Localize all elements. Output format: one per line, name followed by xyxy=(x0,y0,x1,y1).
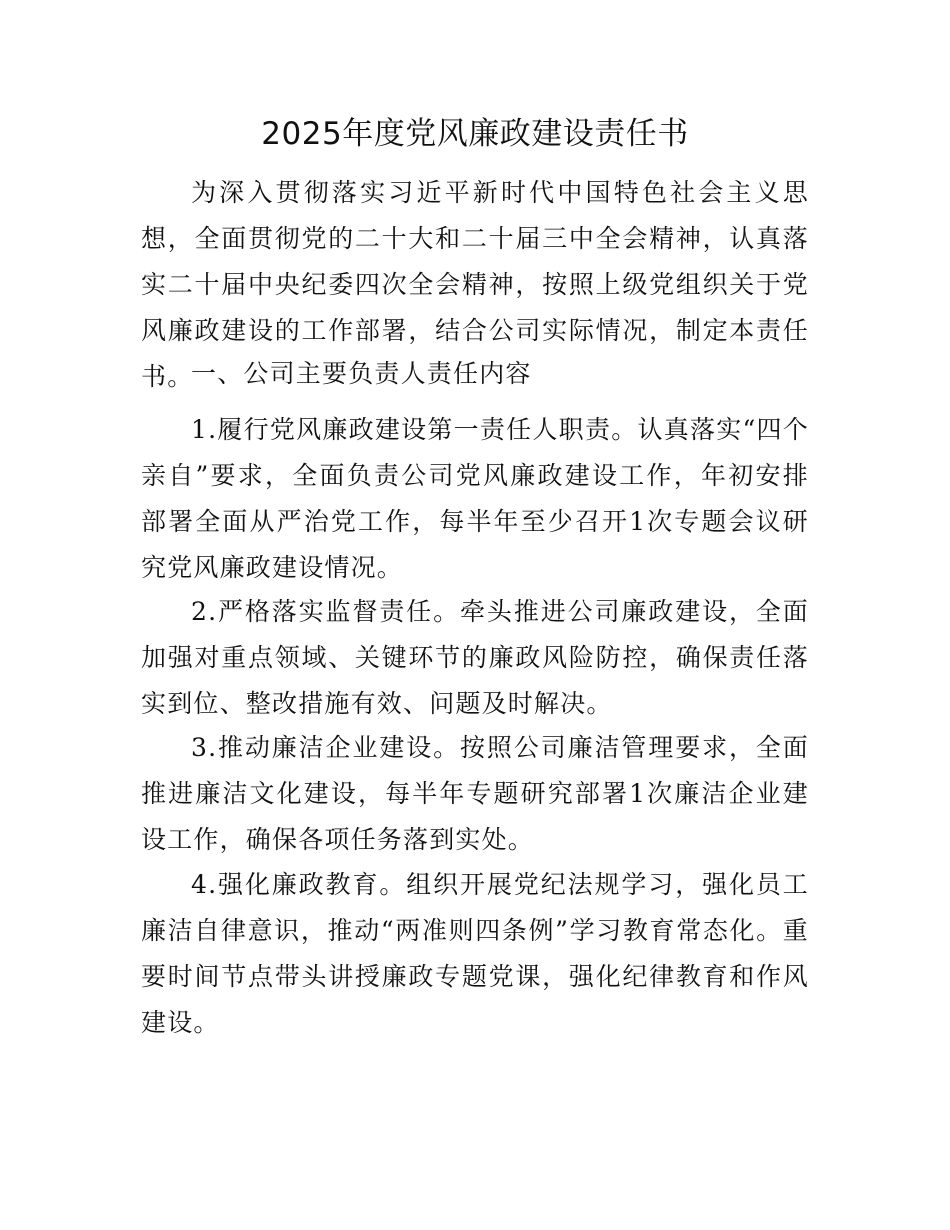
document-title: 2025年度党风廉政建设责任书 xyxy=(261,116,689,152)
intro-paragraph: 为深入贯彻落实习近平新时代中国特色社会主义思想，全面贯彻党的二十大和二十届三中全会精神，认真落实二十届中央纪委四次全会精神，按照上级党组织关于党风廉政建设的工作部署，结合公司实际情况，制定本责任书。 xyxy=(141,178,809,391)
responsibility-item-3: 3.推动廉洁企业建设。按照公司廉洁管理要求，全面推进廉洁文化建设，每半年专题研究部署1次廉洁企业建设工作，确保各项任务落到实处。 xyxy=(141,733,809,854)
responsibility-item-2: 2.严格落实监督责任。牵头推进公司廉政建设，全面加强对重点领域、关键环节的廉政风险防控，确保责任落实到位、整改措施有效、问题及时解决。 xyxy=(141,597,809,718)
responsibility-item-1: 1.履行党风廉政建设第一责任人职责。认真落实“四个亲自”要求，全面负责公司党风廉政建设工作，年初安排部署全面从严治党工作，每半年至少召开1次专题会议研究党风廉政建设情况。 xyxy=(141,415,809,582)
section-heading: 一、公司主要负责人责任内容 xyxy=(191,359,532,388)
responsibility-item-4: 4.强化廉政教育。组织开展党纪法规学习，强化员工廉洁自律意识，推动“两准则四条例”学习教育常态化。重要时间节点带头讲授廉政专题党课，强化纪律教育和作风建设。 xyxy=(141,870,809,1037)
